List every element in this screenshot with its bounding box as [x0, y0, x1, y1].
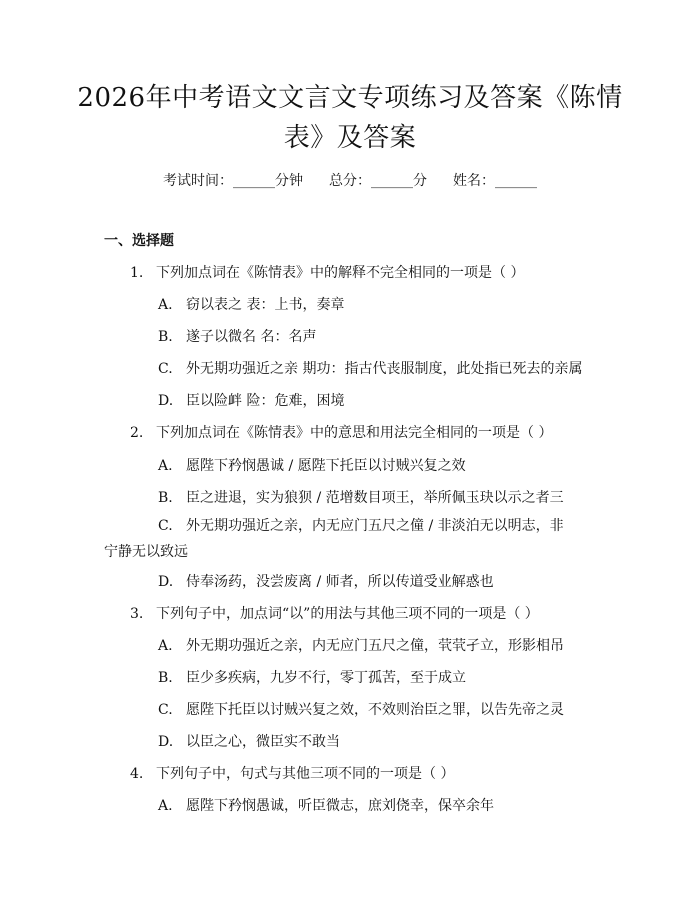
option-label: C.	[158, 702, 173, 718]
option-3a	[158, 635, 564, 655]
option-1d	[158, 390, 344, 410]
question-number: 2.	[130, 425, 144, 441]
option-text: 外无期功强近之亲，内无应门五尺之僮 / 非淡泊无以明志，非宁静无以致远	[104, 518, 564, 560]
option-text: 侍奉汤药，没尝废离 / 师者，所以传道受业解惑也	[186, 574, 494, 590]
option-2b	[158, 487, 564, 507]
question-4	[130, 763, 454, 783]
question-3	[130, 603, 539, 623]
question-number: 1.	[130, 265, 144, 281]
option-text: 外无期功强近之亲 期功：指古代丧服制度，此处指已死去的亲属	[186, 361, 583, 377]
option-3c	[158, 699, 564, 719]
option-text: 愿陛下矜悯愚诚 / 愿陛下托臣以讨贼兴复之效	[186, 458, 466, 474]
question-text: 下列加点词在《陈情表》中的解释不完全相同的一项是（ ）	[156, 265, 525, 281]
option-label: B.	[158, 329, 173, 345]
option-text: 臣以险衅 险：危难，困境	[186, 393, 345, 409]
option-text: 臣少多疾病，九岁不行，零丁孤苦，至于成立	[186, 670, 466, 686]
option-2d	[158, 571, 494, 591]
student-name-label: 姓名：______	[453, 173, 537, 189]
question-number: 4.	[130, 766, 144, 782]
option-1a	[158, 294, 344, 314]
total-score-label: 总分：______分	[329, 173, 427, 189]
option-label: D.	[158, 734, 174, 750]
option-2c	[104, 513, 564, 565]
option-4a	[158, 795, 494, 815]
question-1	[130, 262, 524, 282]
option-text: 臣之进退，实为狼狈 / 范增数目项王，举所佩玉玦以示之者三	[186, 490, 564, 506]
page-title: 2026年中考语文文言文专项练习及答案《陈情表》及答案	[77, 83, 623, 153]
option-label: A.	[158, 458, 173, 474]
question-text: 下列句子中，句式与其他三项不同的一项是（ ）	[156, 766, 455, 782]
question-text: 下列句子中，加点词“以”的用法与其他三项不同的一项是（ ）	[156, 606, 539, 622]
option-1b	[158, 326, 316, 346]
option-text: 愿陛下托臣以讨贼兴复之效，不效则治臣之罪，以告先帝之灵	[186, 702, 564, 718]
section-title: 一、选择题	[104, 233, 174, 249]
option-3b	[158, 667, 466, 687]
question-number: 3.	[130, 606, 144, 622]
exam-meta	[0, 170, 700, 190]
option-text: 愿陛下矜悯愚诚，听臣微志，庶刘侥幸，保卒余年	[186, 798, 494, 814]
option-label: D.	[158, 393, 174, 409]
option-label: C.	[158, 518, 173, 534]
option-3d	[158, 731, 340, 751]
option-text: 遂子以微名 名：名声	[186, 329, 317, 345]
option-text: 窃以表之 表：上书，奏章	[186, 297, 345, 313]
question-2	[130, 422, 552, 442]
option-label: A.	[158, 798, 173, 814]
option-label: B.	[158, 490, 173, 506]
option-1c	[158, 358, 582, 378]
option-label: A.	[158, 297, 173, 313]
question-text: 下列加点词在《陈情表》中的意思和用法完全相同的一项是（ ）	[156, 425, 553, 441]
option-label: D.	[158, 574, 174, 590]
option-label: B.	[158, 670, 173, 686]
option-2a	[158, 455, 466, 475]
exam-time-label: 考试时间：______分钟	[163, 173, 303, 189]
option-text: 以臣之心，微臣实不敢当	[186, 734, 340, 750]
option-text: 外无期功强近之亲，内无应门五尺之僮，茕茕孑立，形影相吊	[186, 638, 564, 654]
option-label: A.	[158, 638, 173, 654]
option-label: C.	[158, 361, 173, 377]
